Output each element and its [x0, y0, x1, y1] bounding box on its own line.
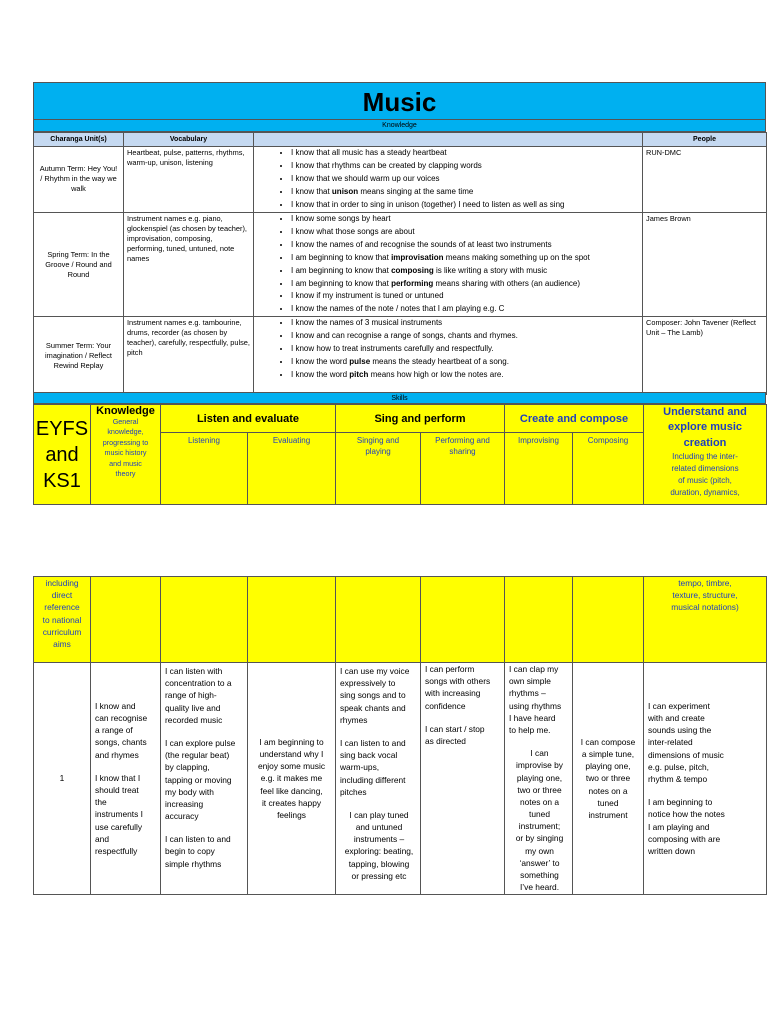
statement-line: recorded music [165, 714, 223, 725]
statement-paragraph [648, 796, 764, 857]
statement-line: expressively to [340, 678, 396, 689]
create-compose-heading: Create and compose [505, 405, 644, 433]
statement-line: feel like dancing, [260, 785, 323, 796]
understand-heading [644, 405, 766, 451]
empty-cell [91, 577, 161, 663]
statement-line: or pressing etc [351, 870, 407, 881]
knowledge-label: Knowledge [33, 120, 766, 132]
text-line: of music (pitch, [678, 476, 732, 486]
statement-line: to help me. [509, 724, 551, 735]
statement-text: I know the names of 3 musical instruments [291, 318, 443, 328]
statements-cell [254, 317, 643, 395]
understand-subheading-cont [644, 577, 767, 663]
knowledge-statements [91, 663, 161, 895]
statement-line: sounds using the [648, 725, 712, 736]
statement-line: something [520, 870, 559, 880]
statement-line: instrument [588, 809, 628, 820]
statement-line: songs with others [425, 676, 491, 687]
statement-line: tapping or moving [165, 774, 232, 785]
statement-line: I’ve heard. [519, 882, 560, 893]
knowledge-table [33, 132, 767, 395]
unit-cell: Spring Term: In the Groove / Round and Round [34, 212, 124, 317]
knowledge-statement [291, 290, 642, 303]
text-line: texture, structure, [672, 590, 738, 601]
statement-paragraph [248, 736, 335, 821]
statement-text: I know how to treat instruments carefully and respectfully. [291, 344, 494, 354]
statement-line: rhymes [340, 714, 368, 725]
evaluating-heading: Evaluating [248, 433, 336, 505]
statement-text: I know what those songs are about [291, 226, 415, 236]
statement-text: I know some songs by heart [291, 213, 391, 223]
header-unit: Charanga Unit(s) [34, 133, 124, 147]
statement-line: rhythm & tempo [648, 774, 708, 784]
statement-line: feelings [277, 809, 306, 820]
composing-statements [573, 663, 644, 895]
knowledge-statement [291, 369, 642, 382]
term-row-spring [34, 212, 767, 317]
text-line: tempo, timbre, [678, 578, 732, 588]
statement-paragraph [165, 665, 245, 726]
knowledge-statement [291, 303, 642, 316]
statement-paragraph [340, 809, 418, 882]
statement-paragraph [95, 700, 158, 761]
statement-paragraph [425, 663, 502, 712]
statement-line: dimensions of music [648, 749, 724, 760]
statement-line: playing one, [585, 761, 631, 772]
empty-cell [505, 577, 573, 663]
statement-list [254, 317, 642, 382]
statement-line: begin to copy [165, 846, 215, 857]
evaluating-statements [248, 663, 336, 895]
knowledge-statement [291, 173, 642, 186]
statement-line: I can use my voice [340, 666, 410, 676]
statement-line: speak chants and [340, 702, 406, 713]
knowledge-statement [291, 278, 642, 291]
statement-line: quality live and [165, 702, 221, 713]
vocabulary-cell: Instrument names e.g. tambourine, drums, recorder (as chosen by teacher), carefully, respectfully, pulse, pitch [124, 317, 254, 395]
text-line: and [45, 443, 79, 466]
statement-line: notes on a [519, 796, 560, 807]
statement-line: with and create [648, 713, 705, 724]
statement-line: enjoy some music [257, 761, 326, 772]
statement-line: tapping, blowing [348, 858, 410, 869]
text-line: knowledge, [107, 427, 144, 437]
statement-line: a simple tune, [581, 749, 635, 760]
statement-line: range of high- [165, 690, 217, 701]
statement-list [254, 213, 642, 317]
text-line: Performing and [435, 436, 490, 445]
performing-heading [421, 433, 505, 505]
statement-line: the [95, 797, 107, 808]
statement-text: is like writing a story with music [433, 265, 548, 275]
statement-line: sing back vocal [340, 750, 398, 761]
text-line: theory [115, 469, 136, 479]
statement-line: I know that I [95, 772, 141, 783]
statement-line: and untuned [355, 822, 403, 833]
vocabulary-cell: Heartbeat, pulse, patterns, rhythms, warm-up, unison, listening [124, 147, 254, 213]
statement-text: I know that all music has a steady heartbeat [291, 148, 447, 157]
statement-line: including different [340, 774, 406, 785]
knowledge-subheading-cont [34, 577, 91, 663]
unit-cell: Autumn Term: Hey You! / Rhythm in the way we walk [34, 147, 124, 213]
statement-line: with increasing [425, 688, 481, 699]
statement-text: I know the names of and recognise the sounds of at least two instruments [291, 239, 552, 249]
statement-keyword: pitch [349, 370, 369, 380]
knowledge-statement [291, 265, 642, 278]
statement-text: I know the names of the note / notes that I am playing e.g. C [291, 304, 505, 314]
text-line: KS1 [43, 469, 81, 492]
statement-line: I can explore pulse [165, 737, 236, 748]
year-number: 1 [34, 663, 91, 895]
singing-statements [336, 663, 421, 895]
statement-text: I know that we should warm up our voices [291, 173, 440, 183]
statement-line: can recognise [95, 713, 148, 724]
improvising-statements [505, 663, 573, 895]
improvising-heading: Improvising [505, 433, 573, 505]
year1-table [33, 576, 767, 895]
text-line: related dimensions [671, 464, 739, 474]
statement-list [254, 147, 642, 212]
statement-line: rhythms – [509, 688, 546, 699]
knowledge-statement [291, 330, 642, 343]
knowledge-statement [291, 226, 642, 239]
statement-line: I can listen to and [340, 737, 406, 748]
statement-line: I can listen to and [165, 834, 231, 845]
statement-paragraph [425, 723, 502, 747]
statement-line: should treat [95, 785, 139, 795]
knowledge-heading: Knowledge [96, 405, 155, 417]
statement-line: exploring: beating, [344, 846, 414, 857]
text-line: including [45, 578, 79, 588]
statement-line: increasing [165, 798, 204, 809]
performing-statements [421, 663, 505, 895]
knowledge-statement [291, 213, 642, 226]
statement-line: two or three [517, 784, 562, 795]
composing-heading: Composing [573, 433, 644, 505]
empty-cell [248, 577, 336, 663]
statement-text: I know that in order to sing in unison (together) I need to listen as well as sing [291, 199, 565, 209]
text-line: duration, dynamics, [670, 488, 740, 498]
statement-line: warm-ups, [340, 762, 380, 773]
statement-line: use carefully [95, 821, 143, 832]
listening-heading: Listening [161, 433, 248, 505]
header-people: People [643, 133, 767, 147]
text-line: musical notations) [671, 602, 739, 613]
statement-line: I am beginning to [259, 736, 324, 747]
understand-statements [644, 663, 767, 895]
statement-line: notes on a [588, 785, 628, 796]
text-line: music history [104, 448, 147, 458]
statement-line: I am playing and [648, 821, 710, 832]
statement-keyword: pulse [349, 357, 371, 367]
statement-line: I can compose [580, 736, 636, 747]
statement-text: means making something up on the spot [443, 252, 590, 262]
statement-line: pitches [340, 786, 367, 797]
statement-paragraph [573, 736, 643, 821]
continuation-row [34, 577, 767, 663]
statement-line: respectfully [95, 845, 138, 856]
statement-line: and rhymes [95, 749, 139, 760]
statement-text: I know that rhythms can be created by clapping words [291, 160, 482, 170]
statement-line: I know and [95, 700, 136, 711]
skills-label: Skills [33, 392, 766, 404]
statement-line: tuned [529, 809, 550, 820]
statement-line: two or three [585, 773, 631, 784]
statement-line: as directed [425, 735, 466, 746]
understand-subheading [644, 451, 766, 499]
text-line: Including the inter- [672, 452, 738, 462]
statement-line: I can [530, 748, 549, 759]
skills-header-table [33, 404, 767, 505]
knowledge-statement [291, 356, 642, 369]
knowledge-statement [291, 252, 642, 265]
statement-keyword: improvisation [391, 252, 444, 262]
statement-line: it creates happy [261, 797, 322, 808]
statement-line: or by singing [515, 833, 564, 844]
statement-keyword: composing [391, 265, 434, 275]
statement-line: I can experiment [648, 700, 710, 711]
statements-cell [254, 212, 643, 317]
statement-paragraph [648, 700, 764, 785]
statement-line: understand why I [259, 749, 324, 760]
knowledge-header-row [34, 133, 767, 147]
text-line: sharing [449, 447, 476, 457]
statement-line: I can listen with [165, 666, 223, 676]
page-title: Music [362, 87, 437, 117]
statement-line: improvise by [515, 760, 563, 771]
statement-paragraph [340, 665, 418, 726]
statement-keyword: unison [331, 186, 359, 196]
knowledge-statement [291, 343, 642, 356]
statement-line: confidence [425, 700, 466, 711]
statement-line: written down [648, 845, 696, 856]
statement-line: tuned [597, 797, 619, 808]
statement-text: means sharing with others (an audience) [433, 278, 581, 288]
statement-text: I know and can recognise a range of songs, chants and rhymes. [291, 331, 518, 341]
statement-text: I know if my instrument is tuned or untuned [291, 291, 444, 301]
sing-perform-heading: Sing and perform [336, 405, 505, 433]
statement-line: inter-related [648, 737, 693, 748]
statement-line: concentration to a [165, 678, 232, 689]
text-line: Singing and [356, 436, 400, 445]
stage-cell [34, 405, 91, 505]
statement-line: and [95, 833, 109, 844]
statement-paragraph [165, 833, 245, 870]
statement-line: I can play tuned [349, 809, 409, 820]
statement-line: I can clap my [509, 664, 559, 674]
text-line: curriculum [42, 626, 82, 637]
statement-line: my own [525, 845, 554, 856]
text-line: creation [683, 436, 727, 449]
statement-line: accuracy [165, 811, 199, 822]
statement-text: I am beginning to know that [291, 252, 392, 262]
text-line: aims [53, 638, 71, 649]
knowledge-heading-cell [91, 405, 161, 505]
statement-line: ‘answer’ to [519, 857, 560, 868]
term-row-summer [34, 317, 767, 395]
skills-group-row [34, 405, 767, 433]
knowledge-statement [291, 147, 642, 160]
statement-paragraph [340, 737, 418, 798]
text-line: and music [109, 458, 142, 468]
statement-line: sing songs and to [340, 690, 406, 701]
statement-line: I am beginning to [648, 797, 713, 808]
statement-text: I am beginning to know that [291, 278, 392, 288]
empty-cell [573, 577, 644, 663]
statement-line: I can perform [425, 664, 475, 674]
vocabulary-cell: Instrument names e.g. piano, glockenspiel (as chosen by teacher), improvisation, composing, performing, tuned, untuned, note names [124, 212, 254, 317]
statements-cell [254, 147, 643, 213]
statement-line: notice how the notes [648, 809, 725, 820]
unit-cell: Summer Term: Your imagination / Reflect Rewind Replay [34, 317, 124, 395]
statement-line: I can start / stop [425, 723, 485, 734]
term-row-autumn [34, 147, 767, 213]
statement-line: composing with are [648, 833, 721, 844]
text-line: EYFS [35, 417, 89, 440]
statement-text: I know the word [291, 370, 350, 380]
statement-line: instruments – [353, 834, 405, 845]
knowledge-statement [291, 317, 642, 330]
knowledge-statement [291, 160, 642, 173]
statement-text: I am beginning to know that [291, 265, 392, 275]
text-line: Understand and [663, 406, 747, 418]
year-1-row [34, 663, 767, 895]
statement-text: means how high or low the notes are. [368, 370, 504, 380]
text-line: playing [365, 447, 391, 457]
statement-keyword: performing [391, 278, 434, 288]
listen-evaluate-heading: Listen and evaluate [161, 405, 336, 433]
statement-line: simple rhythms [165, 858, 222, 869]
title-band [33, 82, 766, 120]
empty-cell [161, 577, 248, 663]
text-line: direct [51, 590, 73, 601]
text-line: reference [44, 602, 80, 613]
statement-text: means singing at the same time [358, 186, 474, 196]
knowledge-statement [291, 199, 642, 212]
statement-line: my body with [165, 786, 214, 797]
statement-line: I have heard [509, 712, 556, 723]
text-line: progressing to [102, 437, 149, 447]
people-cell: RUN-DMC [643, 147, 767, 213]
knowledge-subheading [91, 417, 160, 480]
statement-line: playing one, [516, 772, 563, 783]
statement-line: instruments I [95, 809, 143, 820]
statement-line: e.g. it makes me [260, 773, 323, 784]
understand-heading-cell [644, 405, 767, 505]
statement-line: songs, chants [95, 737, 147, 748]
statement-paragraph [95, 772, 158, 857]
text-line: General [112, 417, 139, 426]
statement-line: by clapping, [165, 762, 210, 773]
statement-line: using rhythms [509, 700, 562, 711]
empty-cell [336, 577, 421, 663]
statement-text: I know the word [291, 357, 350, 367]
statement-paragraph [165, 737, 245, 822]
listening-statements [161, 663, 248, 895]
statement-line: e.g. pulse, pitch, [648, 761, 709, 772]
text-line: explore music [668, 421, 742, 434]
knowledge-statement [291, 239, 642, 252]
people-cell: Composer: John Tavener (Reflect Unit – The Lamb) [643, 317, 767, 395]
statement-text: I know that [291, 186, 332, 196]
header-statements [254, 133, 643, 147]
singing-heading [336, 433, 421, 505]
statement-paragraph [509, 747, 570, 893]
statement-line: own simple [509, 676, 551, 687]
statement-text: means the steady heartbeat of a song. [370, 357, 509, 367]
statement-line: a range of [95, 725, 133, 736]
empty-cell [421, 577, 505, 663]
text-line: to national [42, 614, 82, 625]
header-vocabulary: Vocabulary [124, 133, 254, 147]
statement-line: instrument; [518, 821, 561, 832]
people-cell: James Brown [643, 212, 767, 317]
statement-line: (the regular beat) [165, 750, 230, 761]
knowledge-statement [291, 186, 642, 199]
statement-paragraph [509, 663, 570, 736]
